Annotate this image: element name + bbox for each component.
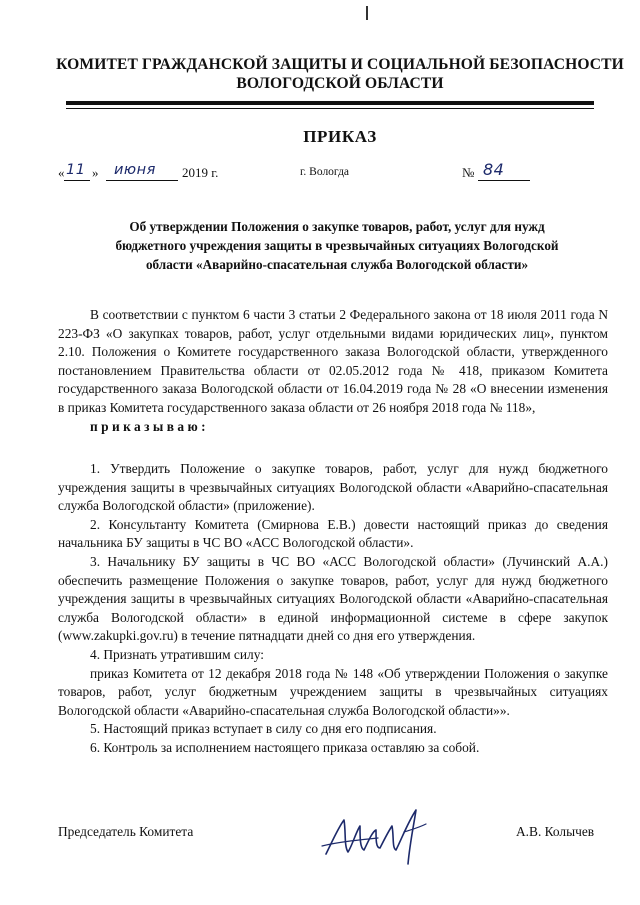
order-subject <box>72 217 602 274</box>
scan-mark <box>366 6 368 20</box>
date-day-underline <box>64 180 90 181</box>
signer-name: А.В. Колычев <box>516 824 595 839</box>
order-item-1: 1. Утвердить Положение о закупке товаров, работ, услуг для нужд бюджетного учреждения защиты в чрезвычайных ситуациях Вологодской области «Аварийно-спасательная служба Вологодской области» (приложение). <box>58 461 608 514</box>
subject-line-2: бюджетного учреждения защиты в чрезвычайных ситуациях Вологодской <box>115 238 559 253</box>
subject-line-3: области «Аварийно-спасательная служба Вологодской области» <box>145 257 529 272</box>
date-number-row <box>0 160 640 188</box>
date-open-quote: « <box>58 165 65 180</box>
preamble-paragraph: В соответствии с пунктом 6 части 3 статьи 2 Федерального закона от 18 июля 2011 года N 223-ФЗ «О закупках товаров, работ, услуг отдельными видами юридических лиц», пунктом 2.10. Положения о Комитете государственного заказа Вологодской области, утвержденного постановлением Правительства области от 02.05.2012 года № 418, приказом Комитета государственного заказа Вологодской области от 16.04.2019 года № 28 «О внесении изменения в приказ Комитета государственного заказа области от 26 ноября 2018 года № 118», <box>58 307 608 415</box>
date-month-underline <box>106 180 178 181</box>
preamble-block <box>58 306 608 436</box>
orders-word: приказываю: <box>90 418 209 434</box>
number-label: № <box>462 165 475 180</box>
organization-header <box>40 55 640 93</box>
order-item-5: 5. Настоящий приказ вступает в силу со дня его подписания. <box>90 721 437 737</box>
date-month: июня <box>114 162 156 178</box>
handwritten-signature <box>318 802 438 872</box>
order-item-3: 3. Начальнику БУ защиты в ЧС ВО «АСС Вологодской области» (Лучинский А.А.) обеспечить размещение Положения о закупке товаров, работ, услуг для нужд бюджетного учреждения защиты в чрезвычайных ситуациях Вологодской области «Аварийно-спасательная служба Вологодской области» в единой информационной системе в сфере закупок (www.zakupki.gov.ru) в течение пятнадцати дней со дня его утверждения. <box>58 553 608 644</box>
number-underline <box>478 180 530 181</box>
signature-row <box>0 820 640 880</box>
header-rule-thin <box>66 108 594 109</box>
signer-position: Председатель Комитета <box>58 824 194 839</box>
header-rule-thick <box>66 101 594 105</box>
order-items <box>58 460 608 758</box>
order-item-6: 6. Контроль за исполнением настоящего приказа оставляю за собой. <box>90 739 480 755</box>
subject-line-1: Об утверждении Положения о закупке товаров, работ, услуг для нужд <box>129 219 545 234</box>
order-item-4-detail: приказ Комитета от 12 декабря 2018 года № 148 «Об утверждении Положения о закупке товаров, работ, услуг бюджетным учреждением защиты в чрезвычайных ситуациях Вологодской области «Аварийно-спасательная служба Вологодской области»». <box>58 665 608 718</box>
date-day: 11 <box>66 162 86 178</box>
date-year: 2019 г. <box>182 165 219 180</box>
order-item-4: 4. Признать утратившим силу: <box>90 646 264 662</box>
date-close-quote: » <box>92 165 99 180</box>
city: г. Вологда <box>300 166 350 178</box>
org-line-1: КОМИТЕТ ГРАЖДАНСКОЙ ЗАЩИТЫ И СОЦИАЛЬНОЙ БЕЗОПАСНОСТИ <box>56 56 624 73</box>
number-value: 84 <box>483 160 505 179</box>
order-item-2: 2. Консультанту Комитета (Смирнова Е.В.) довести настоящий приказ до сведения начальника БУ защиты в ЧС ВО «АСС Вологодской области». <box>58 516 608 551</box>
document-type-title: ПРИКАЗ <box>303 127 377 146</box>
org-line-2: ВОЛОГОДСКОЙ ОБЛАСТИ <box>236 75 444 92</box>
